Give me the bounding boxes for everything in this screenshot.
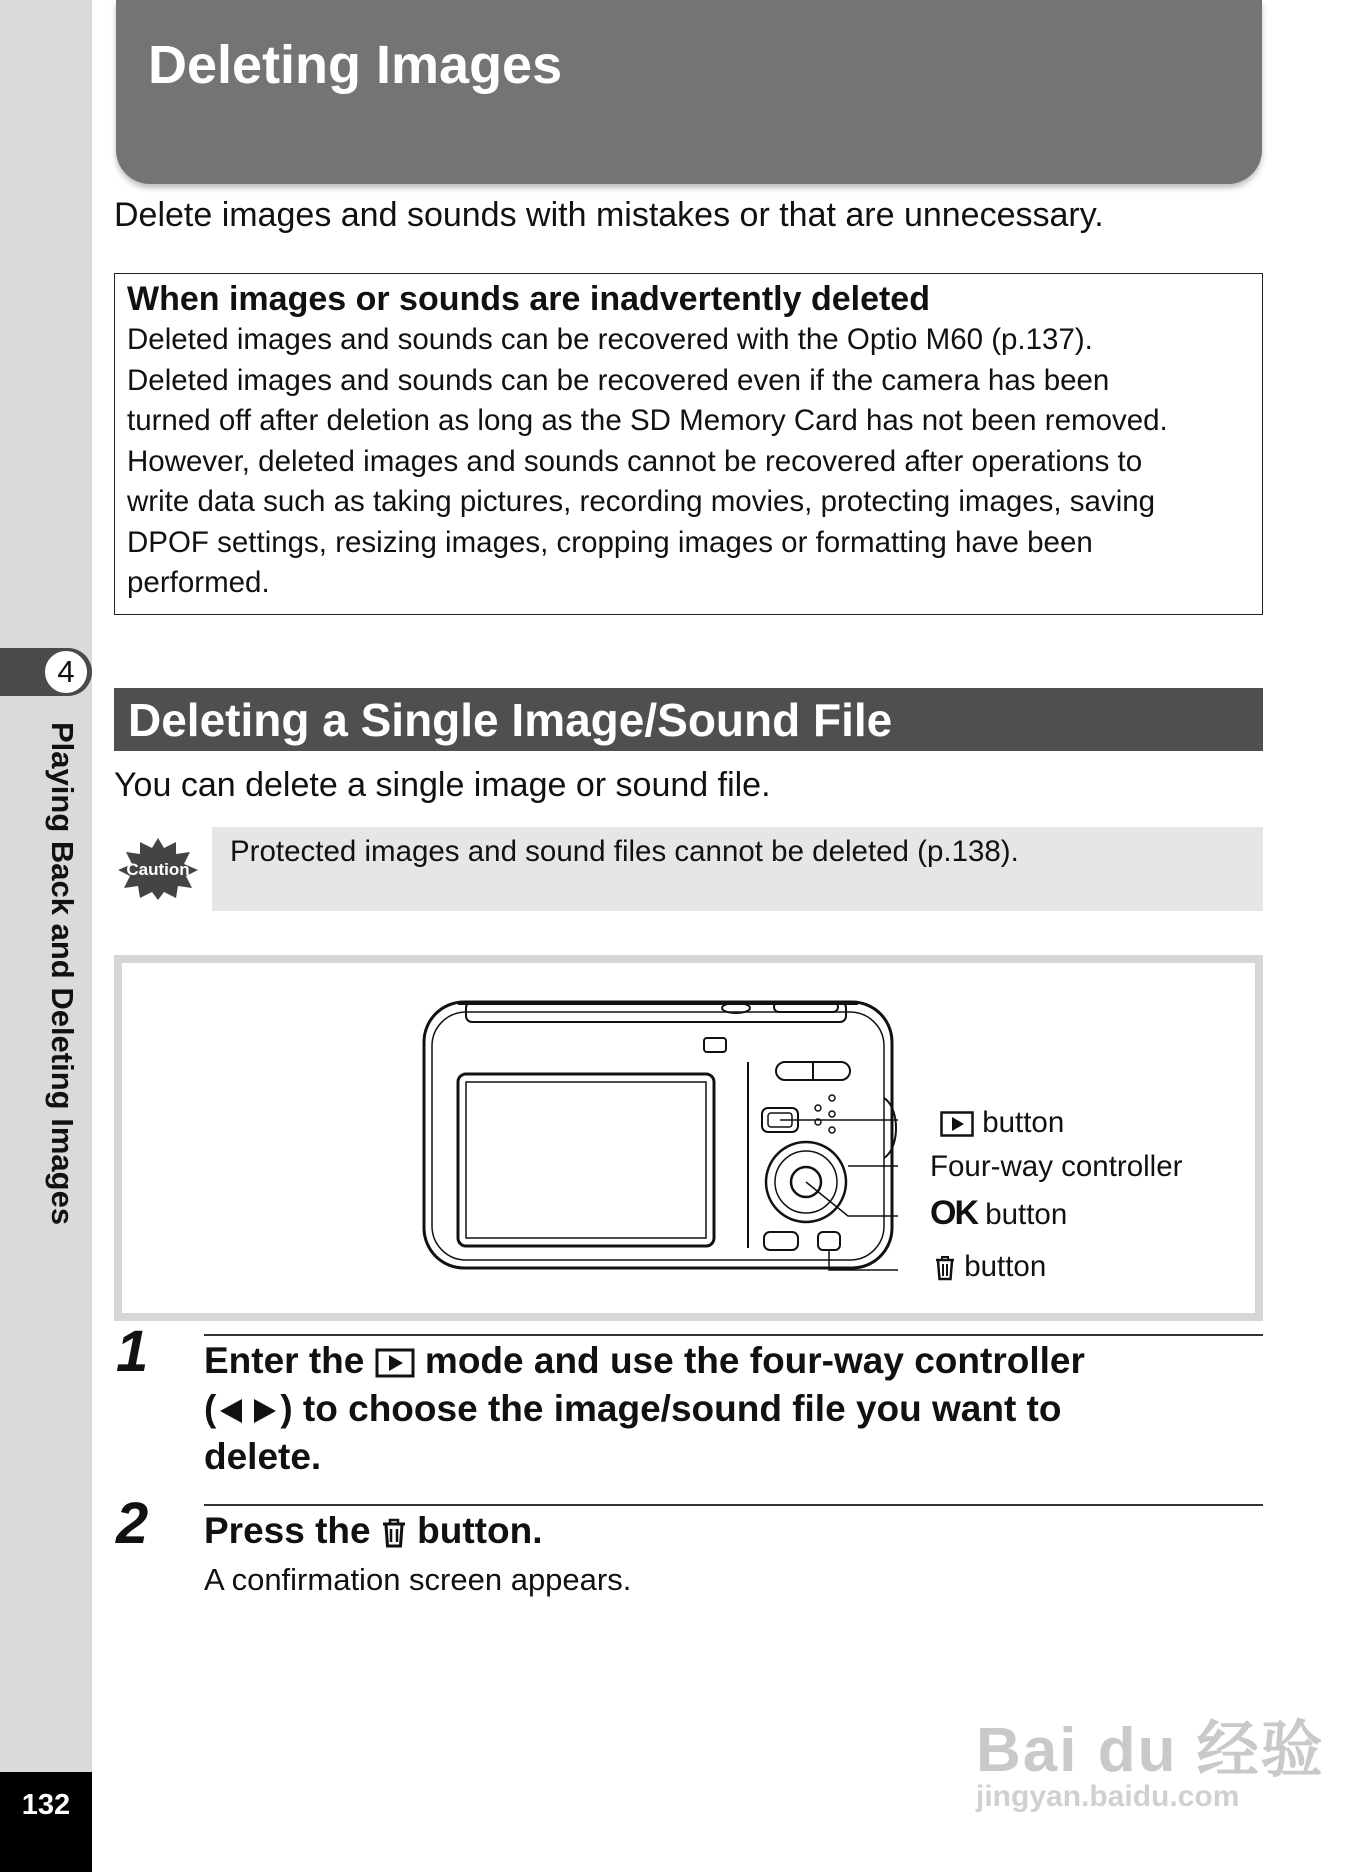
note-line: Deleted images and sounds can be recovered with the Optio M60 (p.137). (127, 323, 1093, 356)
ok-button-label: button (985, 1198, 1068, 1231)
delete-button-callout (934, 1250, 1046, 1284)
playback-button-label: button (982, 1106, 1065, 1139)
baidu-watermark-url: jingyan.baidu.com (976, 1780, 1240, 1813)
svg-text:Caution: Caution (126, 860, 190, 879)
note-line: turned off after deletion as long as the SD Memory Card has not been removed. (127, 404, 1168, 437)
four-way-controller-callout: Four-way controller (930, 1150, 1183, 1183)
step-2-number: 2 (116, 1491, 149, 1556)
step-1-text-b: mode and use the four-way controller (424, 1340, 1085, 1381)
recovery-note-box (114, 273, 1263, 615)
caution-icon (116, 836, 200, 900)
step-1-line-1 (204, 1336, 1085, 1385)
step-1-paren: ( (204, 1388, 217, 1429)
page-number: 132 (21, 1788, 71, 1821)
step-1-number: 1 (116, 1319, 149, 1384)
camera-illustration (418, 998, 898, 1278)
step-2-text-a: Press the (204, 1510, 371, 1551)
step-1-line-3: delete. (204, 1436, 322, 1477)
trash-icon (934, 1255, 956, 1281)
playback-button-callout (940, 1106, 1064, 1140)
note-heading: When images or sounds are inadvertently deleted (127, 280, 930, 318)
note-line: Deleted images and sounds can be recovered even if the camera has been (127, 363, 1110, 397)
note-line: performed. (127, 566, 270, 599)
step-1-line-2 (204, 1384, 1061, 1433)
trash-icon (381, 1518, 407, 1548)
note-line: However, deleted images and sounds cannot be recovered after operations to (127, 444, 1143, 478)
ok-icon: OK (930, 1194, 977, 1232)
page-title: Deleting Images (148, 35, 563, 95)
section-title: Deleting a Single Image/Sound File (128, 694, 893, 746)
left-right-arrows-icon (216, 1396, 280, 1426)
chapter-number: 4 (42, 648, 90, 696)
baidu-watermark: Bai du 经验 (976, 1716, 1325, 1785)
step-2-line-1 (204, 1506, 542, 1555)
note-line: DPOF settings, resizing images, cropping images or formatting have been (127, 525, 1093, 559)
delete-button-label: button (964, 1250, 1047, 1283)
step-2-text-b: button. (417, 1510, 543, 1551)
caution-text: Protected images and sound files cannot be deleted (p.138). (230, 835, 1019, 868)
playback-icon (375, 1348, 415, 1378)
section-intro: You can delete a single image or sound file. (114, 766, 771, 804)
chapter-title: Playing Back and Deleting Images (45, 722, 80, 1226)
step-1-text-c: ) to choose the image/sound file you want to (280, 1388, 1062, 1429)
note-line: write data such as taking pictures, recording movies, protecting images, saving (127, 485, 1156, 518)
step-2-subtext: A confirmation screen appears. (204, 1562, 632, 1597)
step-1-text-a: Enter the (204, 1340, 365, 1381)
page-intro: Delete images and sounds with mistakes or that are unnecessary. (114, 196, 1104, 234)
ok-button-callout (930, 1194, 1067, 1233)
playback-icon (940, 1111, 974, 1137)
